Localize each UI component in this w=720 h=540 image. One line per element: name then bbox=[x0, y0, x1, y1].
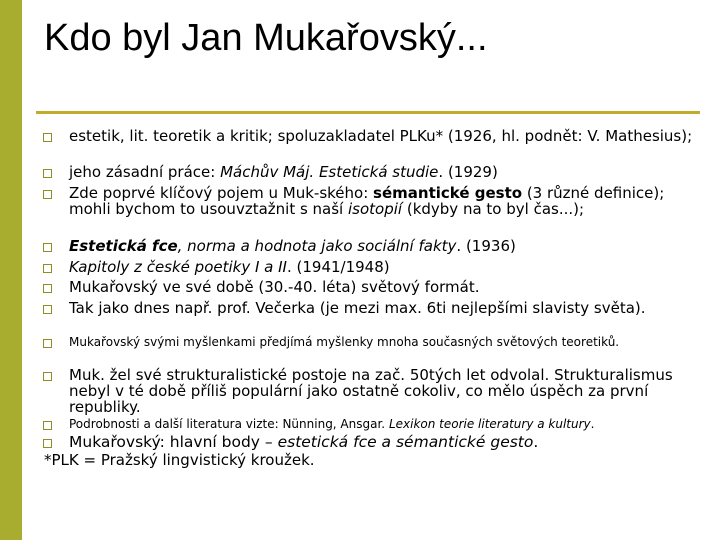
list-item: Podrobnosti a další literatura vizte: Nünning, Ansgar. Lexikon teorie literatury a kultury. bbox=[69, 418, 709, 431]
list-item: Mukařovský ve své době (30.-40. léta) světový formát. bbox=[69, 279, 709, 295]
list-item: Zde poprvé klíčový pojem u Muk-ského: sémantické gesto (3 různé definice); mohli bychom to usouvztažnit s naší isotopií (kdyby na to byl čas...); bbox=[69, 185, 709, 217]
hollow-square-bullet-icon bbox=[43, 284, 52, 293]
list-item: estetik, lit. teoretik a kritik; spoluzakladatel PLKu* (1926, hl. podnět: V. Mathesius); bbox=[69, 128, 709, 144]
list-item: Muk. žel své strukturalistické postoje na zač. 50tých let odvolal. Strukturalismus nebyl v té době příliš populární jako ostatně cokoliv, co mělo úspěch za první republiky. bbox=[69, 367, 709, 415]
footnote: *PLK = Pražský lingvistický kroužek. bbox=[44, 451, 315, 469]
hollow-square-bullet-icon bbox=[43, 133, 52, 142]
page-title: Kdo byl Jan Mukařovský... bbox=[44, 17, 488, 59]
hollow-square-bullet-icon bbox=[43, 243, 52, 252]
list-item: Estetická fce, norma a hodnota jako sociální fakty. (1936) bbox=[69, 238, 709, 254]
list-item: Mukařovský svými myšlenkami předjímá myšlenky mnoha současných světových teoretiků. bbox=[69, 336, 709, 349]
list-item: Mukařovský: hlavní body – estetická fce a sémantické gesto. bbox=[69, 434, 709, 450]
title-divider bbox=[36, 111, 700, 114]
hollow-square-bullet-icon bbox=[43, 169, 52, 178]
hollow-square-bullet-icon bbox=[43, 305, 52, 314]
hollow-square-bullet-icon bbox=[43, 421, 52, 430]
hollow-square-bullet-icon bbox=[43, 372, 52, 381]
list-item: jeho zásadní práce: Máchův Máj. Estetická studie. (1929) bbox=[69, 164, 709, 180]
hollow-square-bullet-icon bbox=[43, 339, 52, 348]
hollow-square-bullet-icon bbox=[43, 264, 52, 273]
list-item: Kapitoly z české poetiky I a II. (1941/1948) bbox=[69, 259, 709, 275]
hollow-square-bullet-icon bbox=[43, 190, 52, 199]
sidebar-accent-bar bbox=[0, 0, 22, 540]
hollow-square-bullet-icon bbox=[43, 439, 52, 448]
list-item: Tak jako dnes např. prof. Večerka (je mezi max. 6ti nejlepšími slavisty světa). bbox=[69, 300, 709, 316]
